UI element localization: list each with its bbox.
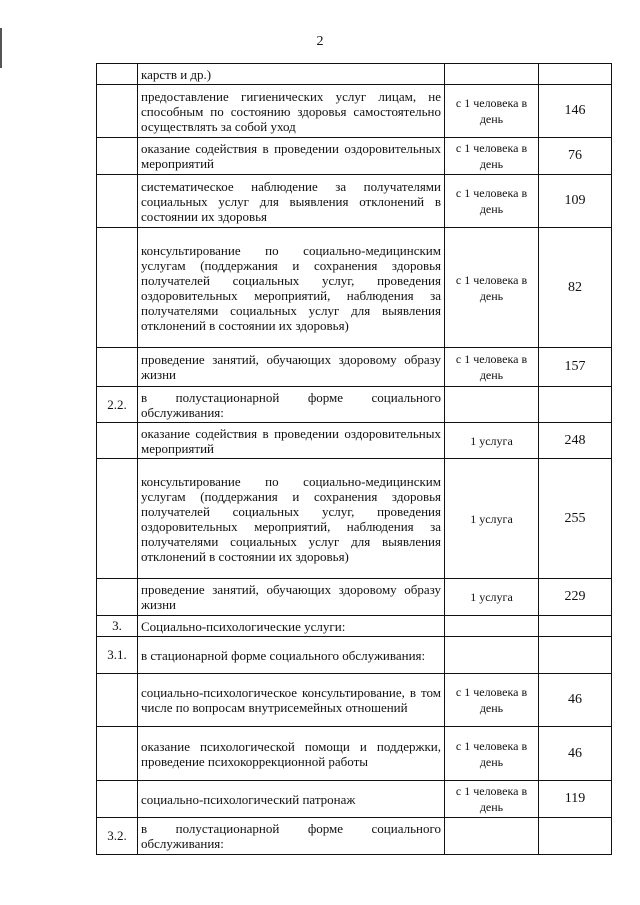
row-number xyxy=(97,781,138,818)
table-row xyxy=(97,727,612,781)
service-name: консультирование по социально-медицинским услугам (поддержания и сохранения здоровья получателей социальных услуг, проведения оздоровительных мероприятий, наблюдения за получателями социальных услуг для выявления отклонений в состоянии их здоровья) xyxy=(138,459,445,579)
service-unit: с 1 человека в день xyxy=(445,228,539,348)
service-price: 76 xyxy=(539,138,612,175)
table-row xyxy=(97,637,612,674)
service-name: в полустационарной форме социального обслуживания: xyxy=(138,387,445,423)
service-price xyxy=(539,616,612,637)
service-name: социально-психологическое консультирование, в том числе по вопросам внутрисемейных отношений xyxy=(138,674,445,727)
row-number xyxy=(97,228,138,348)
table-row xyxy=(97,616,612,637)
row-number: 3.1. xyxy=(97,637,138,674)
service-price xyxy=(539,64,612,85)
table-row xyxy=(97,138,612,175)
service-price: 46 xyxy=(539,674,612,727)
service-unit: с 1 человека в день xyxy=(445,175,539,228)
service-price xyxy=(539,818,612,855)
table-row xyxy=(97,818,612,855)
service-name: карств и др.) xyxy=(138,64,445,85)
service-name: оказание содействия в проведении оздоровительных мероприятий xyxy=(138,138,445,175)
table-row xyxy=(97,85,612,138)
row-number xyxy=(97,579,138,616)
service-price xyxy=(539,387,612,423)
table-row xyxy=(97,674,612,727)
service-unit: 1 услуга xyxy=(445,579,539,616)
table-row xyxy=(97,579,612,616)
row-number xyxy=(97,674,138,727)
row-number xyxy=(97,175,138,228)
table-row xyxy=(97,228,612,348)
row-number xyxy=(97,727,138,781)
section-title: Социально-психологические услуги: xyxy=(138,616,445,637)
services-table xyxy=(96,63,612,855)
row-number xyxy=(97,138,138,175)
service-price: 82 xyxy=(539,228,612,348)
table-row xyxy=(97,423,612,459)
service-unit: с 1 человека в день xyxy=(445,348,539,387)
service-name: в полустационарной форме социального обслуживания: xyxy=(138,818,445,855)
service-name: оказание содействия в проведении оздоровительных мероприятий xyxy=(138,423,445,459)
page-number: 2 xyxy=(316,34,324,49)
service-unit xyxy=(445,637,539,674)
service-unit: с 1 человека в день xyxy=(445,85,539,138)
service-price xyxy=(539,637,612,674)
service-unit: с 1 человека в день xyxy=(445,781,539,818)
service-price: 46 xyxy=(539,727,612,781)
service-name: социально-психологический патронаж xyxy=(138,781,445,818)
service-price: 157 xyxy=(539,348,612,387)
service-name: в стационарной форме социального обслуживания: xyxy=(138,637,445,674)
table-row xyxy=(97,348,612,387)
row-number: 3. xyxy=(97,616,138,637)
service-unit: с 1 человека в день xyxy=(445,674,539,727)
table-row xyxy=(97,64,612,85)
service-unit: 1 услуга xyxy=(445,459,539,579)
service-unit xyxy=(445,818,539,855)
service-unit: с 1 человека в день xyxy=(445,727,539,781)
row-number: 3.2. xyxy=(97,818,138,855)
table-row xyxy=(97,459,612,579)
service-unit xyxy=(445,387,539,423)
service-unit xyxy=(445,616,539,637)
service-price: 109 xyxy=(539,175,612,228)
service-price: 146 xyxy=(539,85,612,138)
service-price: 255 xyxy=(539,459,612,579)
row-number xyxy=(97,459,138,579)
row-number xyxy=(97,423,138,459)
row-number xyxy=(97,85,138,138)
table-row xyxy=(97,175,612,228)
table-row xyxy=(97,387,612,423)
service-unit: 1 услуга xyxy=(445,423,539,459)
service-price: 248 xyxy=(539,423,612,459)
table-row xyxy=(97,781,612,818)
service-unit: с 1 человека в день xyxy=(445,138,539,175)
service-price: 119 xyxy=(539,781,612,818)
service-name: проведение занятий, обучающих здоровому образу жизни xyxy=(138,579,445,616)
service-name: предоставление гигиенических услуг лицам, не способным по состоянию здоровья самостоятельно осуществлять за собой уход xyxy=(138,85,445,138)
service-name: консультирование по социально-медицинским услугам (поддержания и сохранения здоровья получателей социальных услуг, проведения оздоровительных мероприятий, наблюдения за получателями социальных услуг для выявления отклонений в состоянии их здоровья) xyxy=(138,228,445,348)
service-name: проведение занятий, обучающих здоровому образу жизни xyxy=(138,348,445,387)
service-unit xyxy=(445,64,539,85)
service-name: оказание психологической помощи и поддержки, проведение психокоррекционной работы xyxy=(138,727,445,781)
service-price: 229 xyxy=(539,579,612,616)
row-number xyxy=(97,348,138,387)
row-number: 2.2. xyxy=(97,387,138,423)
service-name: систематическое наблюдение за получателями социальных услуг для выявления отклонений в состоянии их здоровья xyxy=(138,175,445,228)
row-number xyxy=(97,64,138,85)
